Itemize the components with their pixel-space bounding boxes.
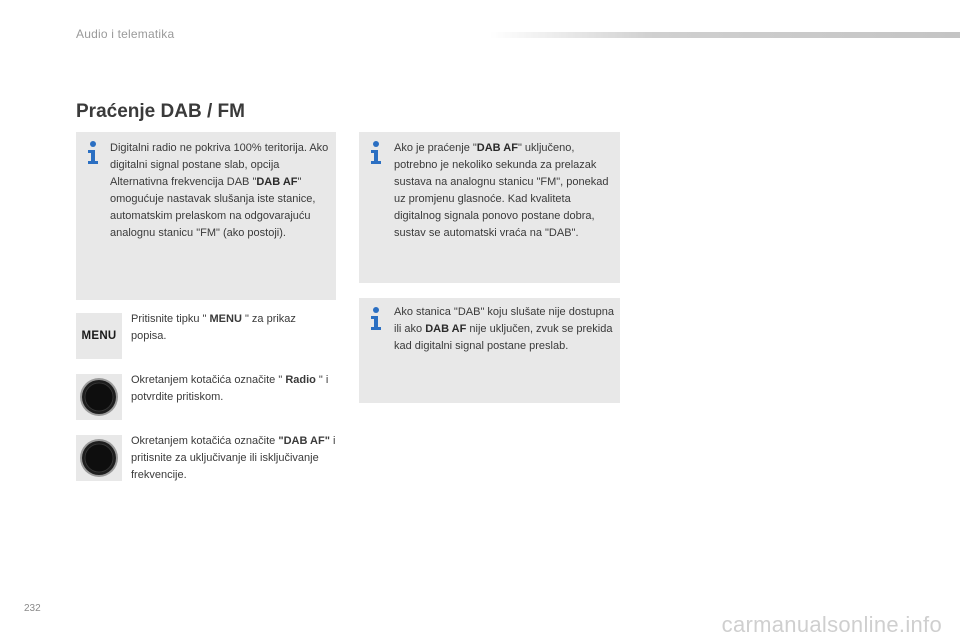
info-box-dab-af-switching <box>359 132 620 283</box>
info-icon <box>84 140 102 166</box>
info-text: Digitalni radio ne pokriva 100% teritorija. Ako digitalni signal postane slab, opcija Alternativna frekvencija DAB "DAB AF" omogućuje nastavak slušanja iste stanice, automatskim prelaskom na odgovarajuću analognu stanicu "FM" (ako postoji). <box>110 142 329 239</box>
watermark: carmanualsonline.info <box>721 612 942 637</box>
info-text: Ako stanica "DAB" koju slušate nije dostupna ili ako DAB AF nije uključen, zvuk se prekida kad digitalni signal postane preslab. <box>394 306 614 352</box>
rotary-knob-icon <box>76 435 122 481</box>
info-icon <box>367 306 385 332</box>
info-box-dab-unavailable <box>359 298 620 403</box>
step-instruction: Okretanjem kotačića označite "DAB AF" i pritisnite za uključivanje ili isključivanje frekvencije. <box>131 435 336 481</box>
info-box-dab-coverage <box>76 132 336 300</box>
menu-button-label: MENU <box>81 330 117 342</box>
info-icon <box>367 140 385 166</box>
header-divider <box>490 32 960 38</box>
menu-button-icon <box>76 313 122 359</box>
rotary-knob-icon <box>76 374 122 420</box>
header-section-title: Audio i telematika <box>76 27 175 41</box>
page-number: 232 <box>24 603 41 614</box>
step-instruction: Okretanjem kotačića označite " Radio " i potvrdite pritiskom. <box>131 374 329 403</box>
info-text: Ako je praćenje "DAB AF" uključeno, potrebno je nekoliko sekunda za prelazak sustava na analognu stanicu "FM", ponekad uz promjenu glasnoće. Kad kvaliteta digitalnog signala ponovo postane dobra, sustav se automatski vraća na "DAB". <box>394 142 609 239</box>
page-title: Praćenje DAB / FM <box>76 101 245 122</box>
step-instruction: Pritisnite tipku " MENU " za prikaz popisa. <box>131 313 296 342</box>
